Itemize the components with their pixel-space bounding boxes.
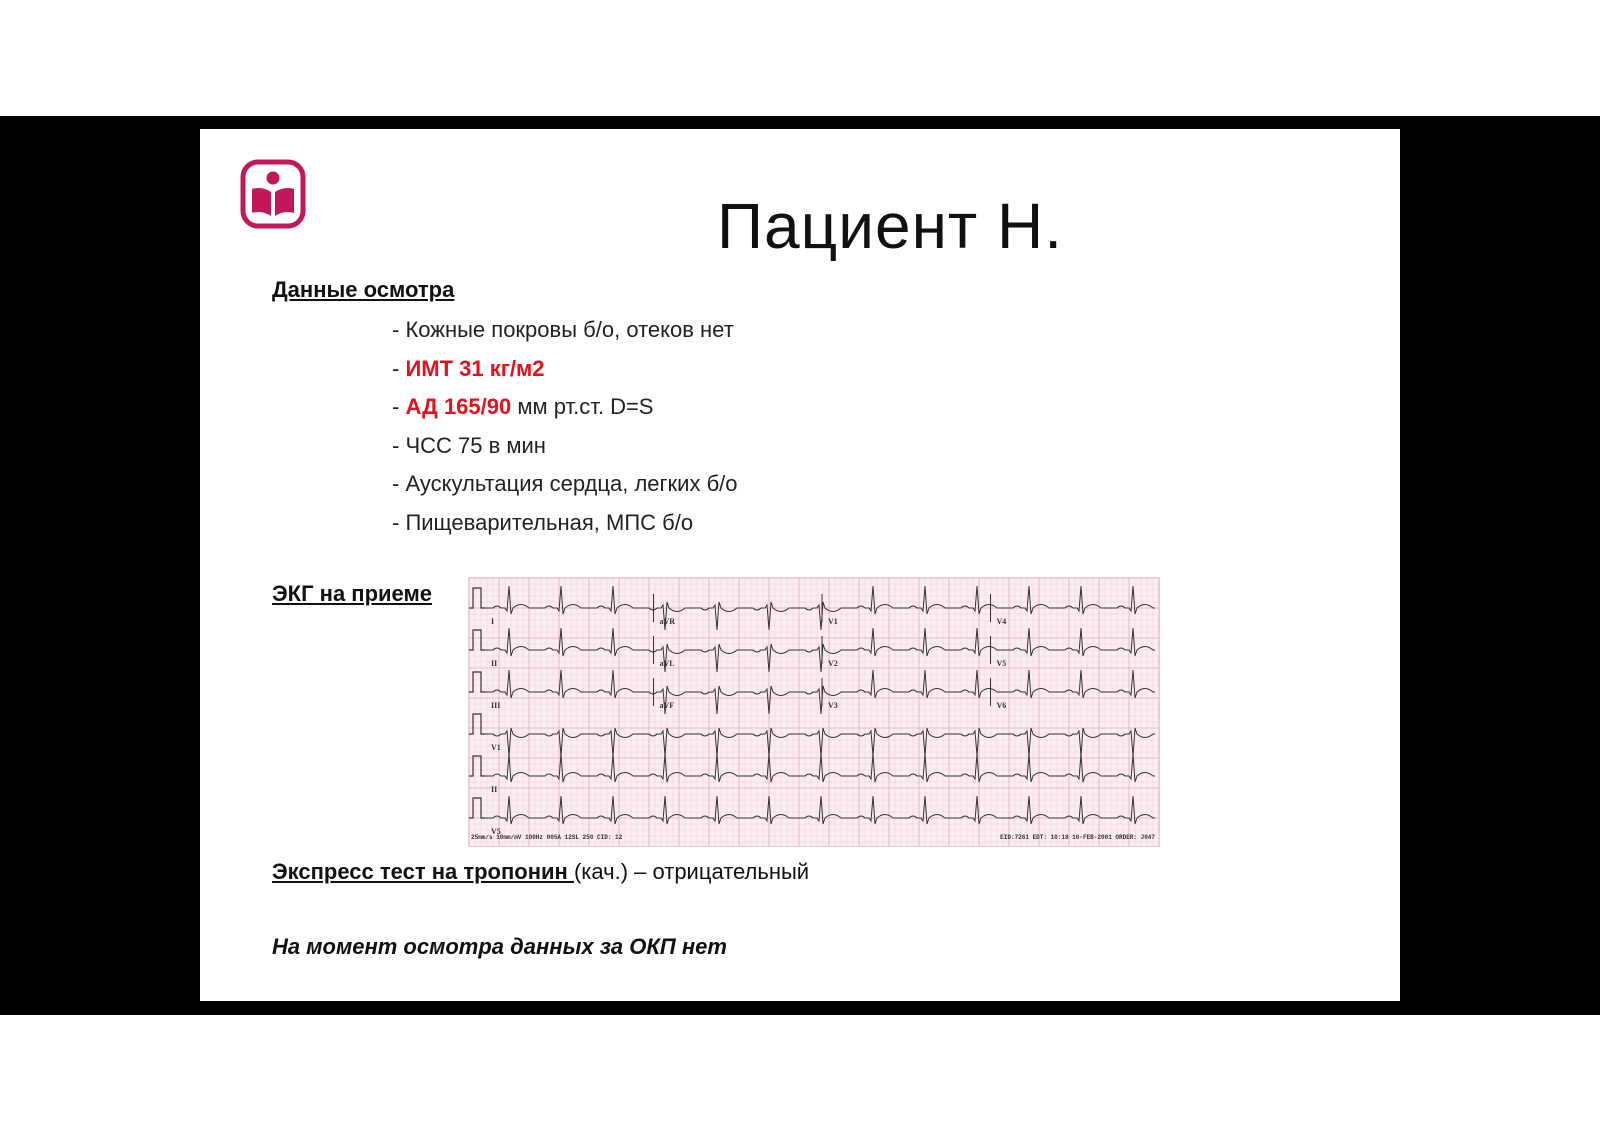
exam-heading: Данные осмотра [272,277,455,302]
exam-list [392,315,738,546]
ecg-lead-label: aVL [659,659,675,668]
ecg-lead-label: V1 [828,617,838,626]
ecg-calibration [469,630,485,650]
ecg-lead-label: V1 [491,743,501,752]
ecg-lead-label: V5 [491,827,501,836]
ecg-lead-label: V2 [828,659,838,668]
conclusion: На момент осмотра данных за ОКП нет [272,934,727,959]
troponin-result: (кач.) – отрицательный [573,859,810,884]
ecg-heading: ЭКГ на приеме [272,581,433,606]
ecg-calibration [469,588,485,608]
ecg-lead-label: V4 [996,617,1007,626]
ecg-lead-label: V6 [996,701,1007,710]
ecg-footer-right: EID:7261 EDT: 10:18 16-FEB-2001 ORDER: J047 [1000,834,1155,841]
ecg-grid-minor [469,578,1159,846]
ecg-strip [468,577,1160,847]
exam-item: - ЧСС 75 в мин [392,432,546,458]
ecg-calibration [469,756,485,776]
ecg-calibration [469,798,485,818]
exam-item: - Кожные покровы б/о, отеков нет [392,317,734,342]
ecg-lead-label: III [491,701,501,710]
ecg-lead-label: II [491,659,498,668]
ecg-lead-label: V3 [828,701,838,710]
ecg-lead-label: aVR [659,617,676,626]
ecg-lead-label: V5 [996,659,1007,668]
troponin-heading: Экспресс тест на тропонин [272,859,574,884]
ecg-calibration [469,714,485,734]
exam-item: - АД 165/90 мм рт.ст. D=S [392,394,654,419]
ecg-lead-label: II [491,785,498,794]
exam-item: - Аускультация сердца, легких б/о [392,471,738,496]
ecg-footer-left: 25mm/s 10mm/mV 100Hz 005A 12SL 250 CID: 12 [471,834,623,841]
page-title: Пациент Н. [716,190,1064,262]
troponin-line [272,859,809,885]
ecg-lead-label: I [491,617,495,626]
exam-item: - Пищеварительная, МПС б/о [392,509,694,535]
slide [200,129,1400,1001]
ecg-calibration [469,672,485,692]
exam-item: - ИМТ 31 кг/м2 [392,355,545,381]
ecg-lead-label: aVF [659,701,675,710]
ecg-graph [469,578,1159,846]
